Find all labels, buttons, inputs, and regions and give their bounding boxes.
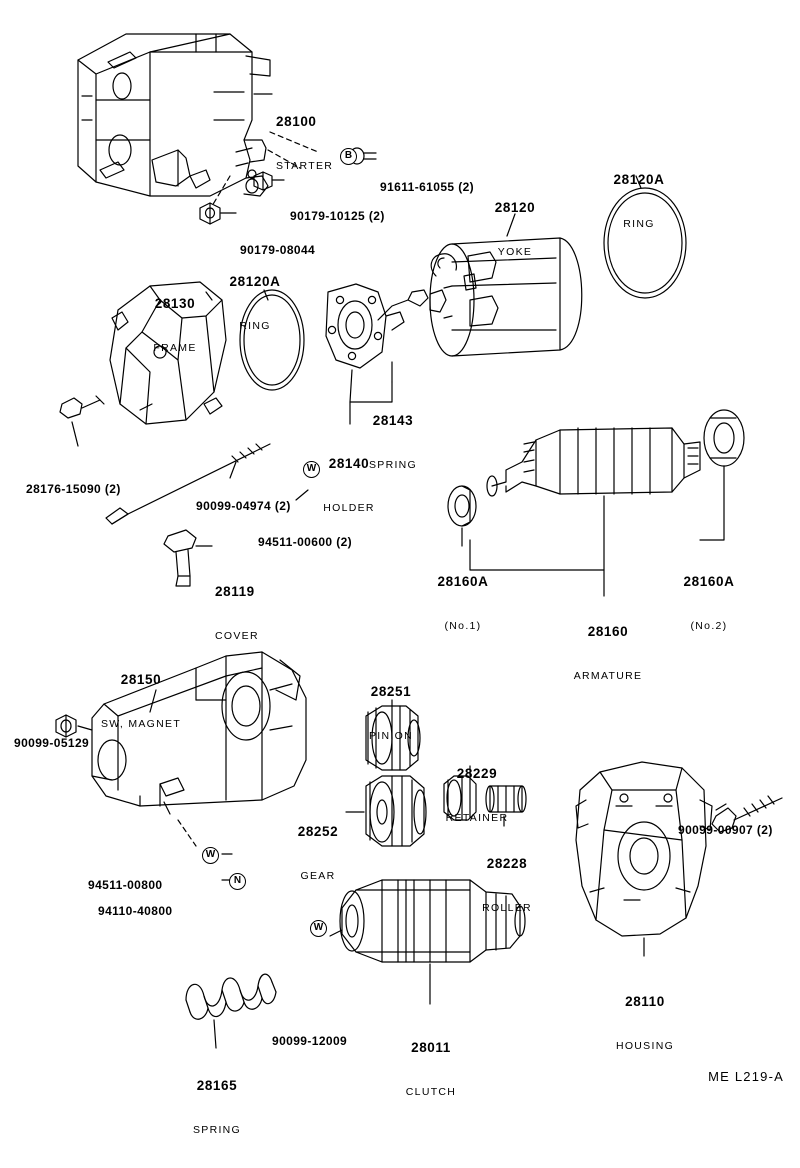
badge-b-icon: B	[340, 148, 357, 165]
label-spring-28143-name: SPRING	[368, 459, 418, 472]
label-nut-90179-10125-number: 90179-10125 (2)	[290, 208, 385, 223]
label-armature	[560, 592, 656, 714]
label-spring-28165-number: 28165	[196, 1077, 238, 1093]
label-washer-94511-00600	[258, 503, 352, 580]
starter-assembly-art	[78, 34, 270, 196]
label-ring-frame	[212, 242, 298, 364]
nut-90179-08044-art	[200, 203, 236, 224]
label-frame-name: FRAME	[153, 342, 197, 355]
label-bolt-28176	[26, 450, 121, 527]
bolt-28176-art	[60, 396, 104, 418]
label-clutch	[386, 1008, 476, 1130]
label-bolt-28176-number: 28176-15090 (2)	[26, 481, 121, 496]
label-roller-name: ROLLER	[482, 902, 532, 915]
holder-art	[326, 284, 404, 368]
leader-washer-90099-12009	[330, 930, 342, 936]
label-bolt-90099-00907-number: 90099-00907 (2)	[678, 822, 773, 837]
badge-w3-icon: W	[310, 920, 327, 937]
label-frame	[132, 264, 218, 386]
label-armature-name: ARMATURE	[573, 670, 643, 683]
label-nut-90179-08044-number: 90179-08044	[240, 242, 316, 257]
label-bearing-no2	[664, 542, 754, 664]
spring-28143-art	[408, 290, 428, 306]
bearing-no1-art	[448, 486, 476, 526]
bearing-no2-art	[704, 410, 744, 466]
label-ring-top-number: 28120A	[613, 171, 665, 187]
label-washer-90099-12009	[272, 1002, 347, 1079]
label-housing-name: HOUSING	[615, 1040, 675, 1053]
cover-art	[164, 530, 196, 586]
label-yoke-name: YOKE	[497, 246, 533, 259]
label-pinion	[348, 652, 434, 774]
armature-art	[487, 428, 700, 496]
label-retainer-name: RETAINER	[445, 812, 509, 825]
label-nut-90099-05129	[14, 704, 89, 781]
label-clutch-name: CLUTCH	[405, 1086, 457, 1099]
label-yoke	[472, 168, 558, 290]
label-washer-94511-00800-number: 94511-00800	[88, 877, 163, 892]
label-sw-magnet	[86, 640, 196, 762]
label-bearing-no2-number: 28160A	[683, 573, 735, 589]
label-pinion-number: 28251	[370, 683, 412, 699]
label-housing	[600, 962, 690, 1084]
label-spring-28165-name: SPRING	[192, 1124, 242, 1137]
label-washer-90099-12009-number: 90099-12009	[272, 1033, 348, 1048]
label-starter-number: 28100	[276, 113, 317, 129]
label-holder-number: 28140	[328, 455, 370, 471]
label-bearing-no1	[418, 542, 508, 664]
label-nut-94110-40800-number: 94110-40800	[98, 903, 173, 918]
label-cover-number: 28119	[215, 583, 255, 599]
label-nut-90099-05129-number: 90099-05129	[14, 735, 90, 750]
label-yoke-number: 28120	[494, 199, 536, 215]
label-bearing-no1-name: (No.1)	[444, 620, 482, 633]
label-housing-number: 28110	[625, 993, 665, 1009]
gear-art	[366, 776, 426, 846]
label-bolt-91611	[380, 148, 474, 225]
label-washer-94511-00600-number: 94511-00600 (2)	[258, 534, 353, 549]
label-spring-28143-number: 28143	[372, 412, 414, 428]
label-bearing-no2-name: (No.2)	[690, 620, 728, 633]
badge-w2-icon: W	[202, 847, 219, 864]
label-bearing-no1-number: 28160A	[437, 573, 489, 589]
label-sw-magnet-number: 28150	[120, 671, 162, 687]
badge-w1-icon: W	[303, 461, 320, 478]
label-ring-frame-number: 28120A	[229, 273, 281, 289]
label-armature-number: 28160	[587, 623, 629, 639]
diagram-footer-code: ME L219-A	[708, 1069, 784, 1084]
label-nut-94110-40800	[98, 872, 172, 949]
label-sw-magnet-name: SW, MAGNET	[100, 718, 182, 731]
label-gear-name: GEAR	[300, 870, 336, 883]
label-ring-top	[596, 140, 682, 262]
label-frame-number: 28130	[154, 295, 196, 311]
label-roller-number: 28228	[486, 855, 528, 871]
label-gear	[278, 792, 358, 914]
label-starter-name: STARTER	[276, 160, 334, 173]
label-pinion-name: PINION	[369, 730, 413, 743]
spring-28165-art	[186, 974, 276, 1019]
leader-bolt-28176	[72, 422, 78, 446]
label-screw-90099-04974-number: 90099-04974 (2)	[196, 498, 291, 513]
label-retainer-number: 28229	[456, 765, 498, 781]
label-clutch-number: 28011	[411, 1039, 451, 1055]
label-cover	[215, 552, 259, 674]
label-roller	[466, 824, 548, 946]
label-bolt-90099-00907	[678, 791, 773, 868]
badge-n-icon: N	[229, 873, 246, 890]
label-bolt-91611-number: 91611-61055 (2)	[380, 179, 475, 194]
label-spring-28165	[174, 1046, 260, 1168]
label-ring-top-name: RING	[623, 218, 655, 231]
label-ring-frame-name: RING	[239, 320, 271, 333]
label-holder-name: HOLDER	[323, 502, 375, 515]
label-gear-number: 28252	[297, 823, 339, 839]
leader-bearing-no2	[700, 466, 724, 540]
leader-spring-28165	[214, 1020, 216, 1048]
label-cover-name: COVER	[215, 630, 259, 643]
